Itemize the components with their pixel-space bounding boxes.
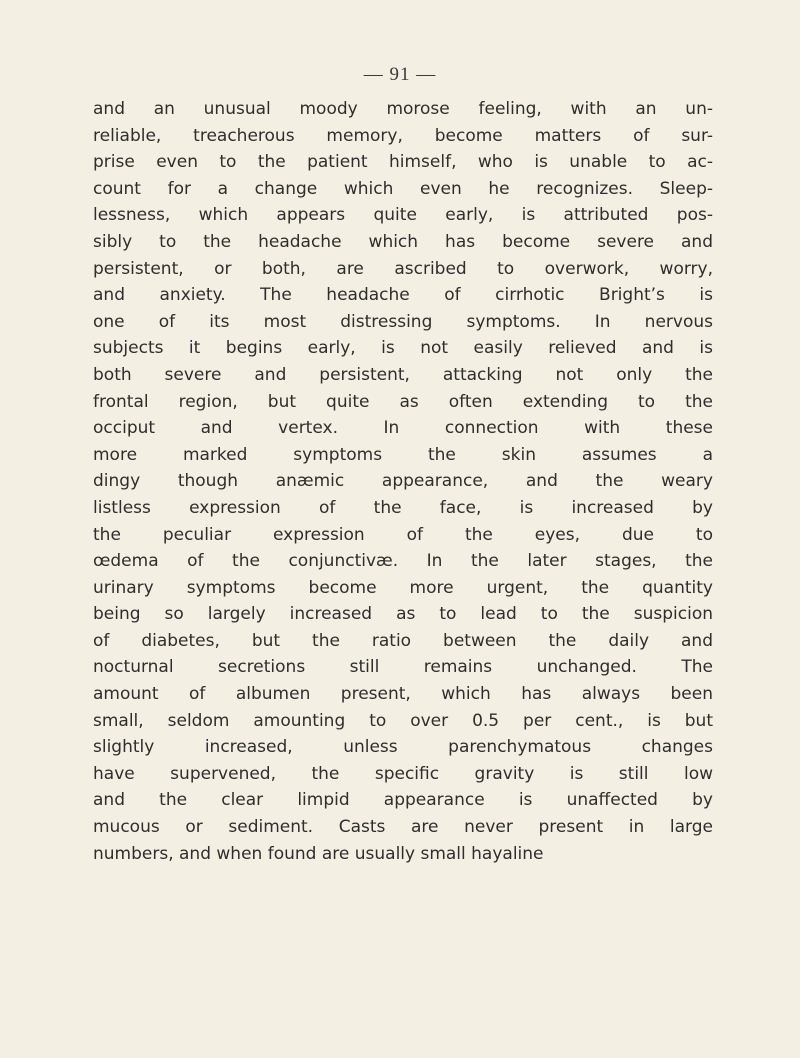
text-line: lessness, which appears quite early, is attributed pos- [93,205,713,226]
text-line: the peculiar expression of the eyes, due to [93,524,713,545]
text-line: amount of albumen present, which has always been [93,684,713,705]
text-line: and an unusual moody morose feeling, with an un- [93,99,713,119]
text-line: more marked symptoms the skin assumes a [93,444,713,465]
text-line: subjects it begins early, is not easily relieved and is [93,338,713,359]
text-line: frontal region, but quite as often extending to the [93,391,713,412]
text-line: listless expression of the face, is increased by [93,497,713,518]
text-line: numbers, and when found are usually small hayaline [93,843,544,864]
text-line: and anxiety. The headache of cirrhotic Bright’s is [93,285,713,306]
text-line: count for a change which even he recognizes. Sleep- [93,178,713,199]
text-line: occiput and vertex. In connection with these [93,418,713,439]
text-line: prise even to the patient himself, who is unable to ac- [93,152,713,173]
page-number: — 91 — [363,64,437,85]
text-line: reliable, treacherous memory, become matters of sur- [93,125,713,146]
text-line: sibly to the headache which has become severe and [93,231,713,252]
text-line: persistent, or both, are ascribed to overwork, worry, [93,258,713,279]
text-line: mucous or sediment. Casts are never present in large [93,817,713,838]
text-line: both severe and persistent, attacking not only the [93,364,713,385]
text-line: nocturnal secretions still remains unchanged. The [93,657,713,678]
text-line: slightly increased, unless parenchymatous changes [93,737,713,758]
body-paragraph [93,96,713,867]
text-line: œdema of the conjunctivæ. In the later stages, the [93,551,713,572]
text-line: of diabetes, but the ratio between the daily and [93,630,713,651]
text-line: have supervened, the specific gravity is still low [93,763,713,784]
text-line: small, seldom amounting to over 0.5 per cent., is but [93,710,713,731]
text-line: and the clear limpid appearance is unaffected by [93,790,713,811]
text-line: dingy though anæmic appearance, and the weary [93,471,713,492]
text-line: one of its most distressing symptoms. In nervous [93,311,713,332]
text-line: being so largely increased as to lead to the suspicion [93,604,713,625]
text-line: urinary symptoms become more urgent, the quantity [93,577,713,598]
